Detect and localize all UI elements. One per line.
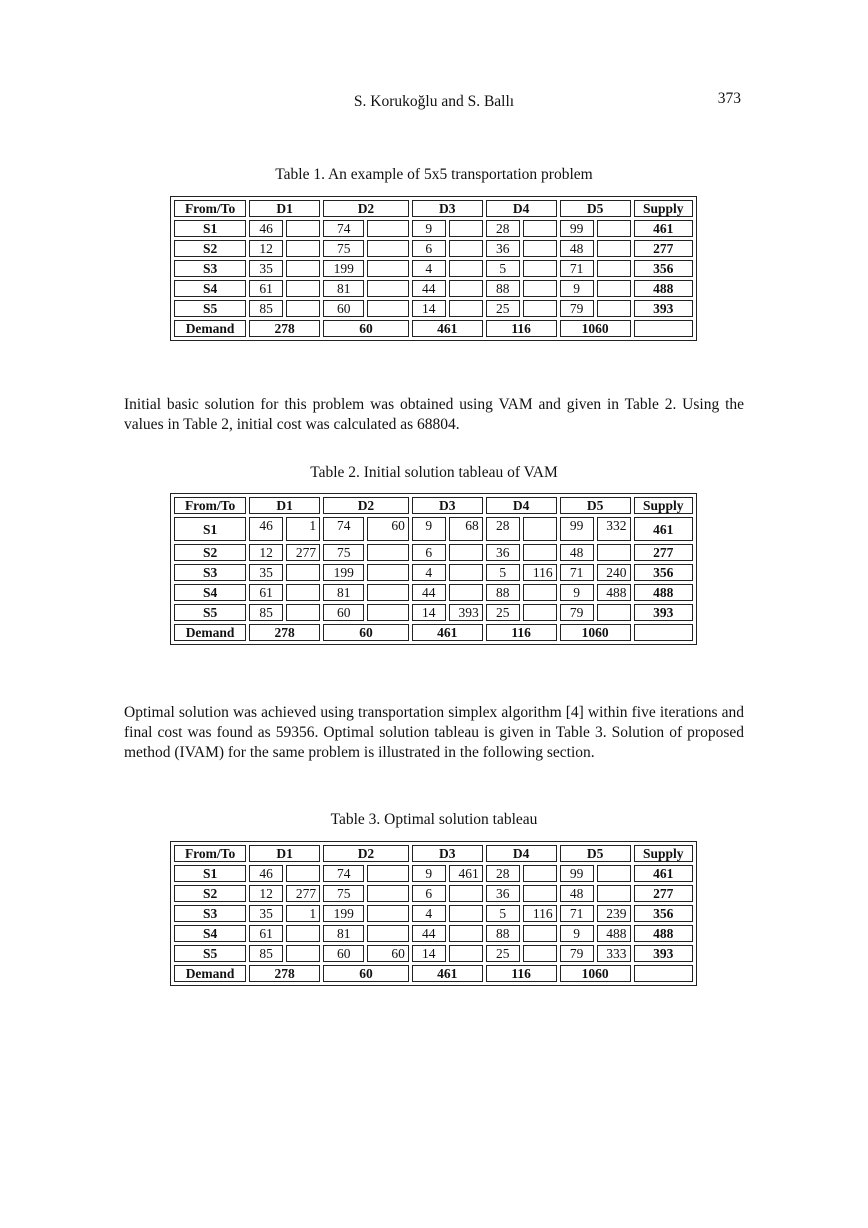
cost-cell: 74 xyxy=(323,865,364,882)
supply-cell: 277 xyxy=(634,544,693,561)
column-header: D1 xyxy=(249,200,320,217)
cost-cell: 199 xyxy=(323,564,364,581)
allocation-cell xyxy=(597,260,631,277)
table2-caption: Table 2. Initial solution tableau of VAM xyxy=(310,464,558,481)
table-row xyxy=(174,564,693,581)
allocation-cell xyxy=(449,220,483,237)
allocation-cell xyxy=(523,885,557,902)
allocation-cell: 239 xyxy=(597,905,631,922)
cost-cell: 199 xyxy=(323,260,364,277)
table2 xyxy=(170,493,697,645)
allocation-cell xyxy=(449,905,483,922)
column-header: D1 xyxy=(249,497,320,514)
demand-cell: 60 xyxy=(323,965,409,982)
cost-cell: 48 xyxy=(560,544,594,561)
row-label: S4 xyxy=(174,584,246,601)
cost-cell: 5 xyxy=(486,564,520,581)
cost-cell: 48 xyxy=(560,885,594,902)
cost-cell: 61 xyxy=(249,584,283,601)
cost-cell: 44 xyxy=(412,925,446,942)
allocation-cell: 393 xyxy=(449,604,483,621)
demand-cell: 1060 xyxy=(560,624,631,641)
column-header: D5 xyxy=(560,200,631,217)
cost-cell: 88 xyxy=(486,280,520,297)
header-row xyxy=(174,845,693,862)
table1 xyxy=(170,196,697,341)
table-row xyxy=(174,945,693,962)
allocation-cell xyxy=(367,280,408,297)
table3-grid xyxy=(171,842,696,985)
cost-cell: 36 xyxy=(486,885,520,902)
column-header: D3 xyxy=(412,200,483,217)
cost-cell: 25 xyxy=(486,604,520,621)
allocation-cell xyxy=(286,865,320,882)
cost-cell: 4 xyxy=(412,260,446,277)
allocation-cell: 277 xyxy=(286,885,320,902)
table-row xyxy=(174,280,693,297)
cost-cell: 75 xyxy=(323,544,364,561)
allocation-cell xyxy=(286,604,320,621)
cost-cell: 74 xyxy=(323,220,364,237)
allocation-cell xyxy=(449,945,483,962)
cost-cell: 88 xyxy=(486,925,520,942)
allocation-cell xyxy=(286,300,320,317)
table-row xyxy=(174,865,693,882)
allocation-cell xyxy=(523,544,557,561)
cost-cell: 85 xyxy=(249,945,283,962)
allocation-cell xyxy=(449,300,483,317)
column-header: D3 xyxy=(412,497,483,514)
row-label: S4 xyxy=(174,280,246,297)
demand-row xyxy=(174,320,693,337)
cost-cell: 85 xyxy=(249,300,283,317)
supply-cell: 461 xyxy=(634,865,693,882)
allocation-cell xyxy=(597,220,631,237)
cost-cell: 6 xyxy=(412,885,446,902)
allocation-cell xyxy=(367,604,408,621)
table-row xyxy=(174,885,693,902)
row-label: S2 xyxy=(174,240,246,257)
column-header: D2 xyxy=(323,200,409,217)
allocation-cell xyxy=(367,300,408,317)
supply-cell: 488 xyxy=(634,584,693,601)
cost-cell: 9 xyxy=(412,220,446,237)
row-label: S5 xyxy=(174,300,246,317)
demand-cell: 1060 xyxy=(560,320,631,337)
cost-cell: 61 xyxy=(249,925,283,942)
row-label: S3 xyxy=(174,905,246,922)
header-row xyxy=(174,200,693,217)
row-label: S3 xyxy=(174,564,246,581)
allocation-cell: 461 xyxy=(449,865,483,882)
row-label: S3 xyxy=(174,260,246,277)
allocation-cell xyxy=(449,584,483,601)
allocation-cell xyxy=(523,945,557,962)
cost-cell: 75 xyxy=(323,240,364,257)
demand-cell: 60 xyxy=(323,320,409,337)
allocation-cell xyxy=(286,280,320,297)
demand-cell: 461 xyxy=(412,320,483,337)
row-label: S5 xyxy=(174,945,246,962)
table2-grid xyxy=(171,494,696,644)
cost-cell: 48 xyxy=(560,240,594,257)
allocation-cell: 333 xyxy=(597,945,631,962)
table-row xyxy=(174,925,693,942)
allocation-cell xyxy=(286,945,320,962)
demand-cell: 278 xyxy=(249,965,320,982)
supply-cell: 488 xyxy=(634,925,693,942)
supply-cell: 488 xyxy=(634,280,693,297)
cost-cell: 71 xyxy=(560,564,594,581)
cost-cell: 81 xyxy=(323,925,364,942)
demand-row xyxy=(174,965,693,982)
demand-supply-cell xyxy=(634,965,693,982)
table1-caption: Table 1. An example of 5x5 transportation problem xyxy=(275,166,593,183)
supply-cell: 356 xyxy=(634,260,693,277)
table3 xyxy=(170,841,697,986)
allocation-cell: 1 xyxy=(286,905,320,922)
allocation-cell xyxy=(286,925,320,942)
cost-cell: 14 xyxy=(412,945,446,962)
cost-cell: 71 xyxy=(560,260,594,277)
cost-cell: 36 xyxy=(486,544,520,561)
allocation-cell: 116 xyxy=(523,564,557,581)
allocation-cell xyxy=(597,604,631,621)
allocation-cell xyxy=(367,905,408,922)
table-row xyxy=(174,240,693,257)
cost-cell: 12 xyxy=(249,544,283,561)
demand-cell: 116 xyxy=(486,965,557,982)
cost-cell: 60 xyxy=(323,300,364,317)
allocation-cell xyxy=(597,240,631,257)
cost-cell: 6 xyxy=(412,240,446,257)
allocation-cell xyxy=(449,260,483,277)
column-header: D4 xyxy=(486,497,557,514)
column-header: D2 xyxy=(323,845,409,862)
cost-cell: 9 xyxy=(412,865,446,882)
column-header: D3 xyxy=(412,845,483,862)
cost-cell: 12 xyxy=(249,885,283,902)
cost-cell: 25 xyxy=(486,945,520,962)
supply-cell: 277 xyxy=(634,240,693,257)
cost-cell: 46 xyxy=(249,865,283,882)
table-row xyxy=(174,517,693,541)
cost-cell: 35 xyxy=(249,905,283,922)
allocation-cell: 116 xyxy=(523,905,557,922)
allocation-cell xyxy=(523,240,557,257)
allocation-cell xyxy=(367,885,408,902)
allocation-cell: 60 xyxy=(367,945,408,962)
allocation-cell xyxy=(597,544,631,561)
row-label: S2 xyxy=(174,885,246,902)
allocation-cell: 488 xyxy=(597,925,631,942)
demand-cell: 461 xyxy=(412,624,483,641)
cost-cell: 28 xyxy=(486,220,520,237)
cost-cell: 5 xyxy=(486,905,520,922)
cost-cell: 199 xyxy=(323,905,364,922)
allocation-cell: 277 xyxy=(286,544,320,561)
column-header: D4 xyxy=(486,845,557,862)
allocation-cell xyxy=(523,300,557,317)
demand-cell: 60 xyxy=(323,624,409,641)
cost-cell: 99 xyxy=(560,220,594,237)
running-header-authors: S. Korukoğlu and S. Ballı xyxy=(353,93,515,110)
table-row xyxy=(174,544,693,561)
allocation-cell xyxy=(523,260,557,277)
allocation-cell xyxy=(286,220,320,237)
supply-cell: 356 xyxy=(634,564,693,581)
demand-supply-cell xyxy=(634,624,693,641)
cost-cell: 74 xyxy=(323,517,364,541)
paragraph-optimal-solution: Optimal solution was achieved using transportation simplex algorithm [4] within five iterations and final cost was found as 59356. Optimal solution tableau is given in Table 3. Solution of proposed method (IVAM) for the same problem is illustrated in the following section. xyxy=(124,704,744,761)
row-label: S1 xyxy=(174,220,246,237)
column-header: D1 xyxy=(249,845,320,862)
column-header: Supply xyxy=(634,497,693,514)
column-header: D5 xyxy=(560,497,631,514)
supply-cell: 393 xyxy=(634,945,693,962)
table-row xyxy=(174,905,693,922)
row-label: S1 xyxy=(174,517,246,541)
supply-cell: 277 xyxy=(634,885,693,902)
cost-cell: 25 xyxy=(486,300,520,317)
allocation-cell xyxy=(449,544,483,561)
page-number: 373 xyxy=(717,90,741,107)
cost-cell: 9 xyxy=(412,517,446,541)
demand-supply-cell xyxy=(634,320,693,337)
supply-cell: 461 xyxy=(634,517,693,541)
cost-cell: 4 xyxy=(412,905,446,922)
allocation-cell xyxy=(286,260,320,277)
allocation-cell: 332 xyxy=(597,517,631,541)
allocation-cell xyxy=(286,564,320,581)
cost-cell: 14 xyxy=(412,604,446,621)
supply-cell: 461 xyxy=(634,220,693,237)
allocation-cell xyxy=(523,280,557,297)
demand-cell: 116 xyxy=(486,320,557,337)
cost-cell: 99 xyxy=(560,865,594,882)
header-row xyxy=(174,497,693,514)
table3-caption: Table 3. Optimal solution tableau xyxy=(330,811,538,828)
allocation-cell xyxy=(597,865,631,882)
allocation-cell xyxy=(449,564,483,581)
cost-cell: 5 xyxy=(486,260,520,277)
cost-cell: 44 xyxy=(412,280,446,297)
cost-cell: 35 xyxy=(249,564,283,581)
allocation-cell xyxy=(597,885,631,902)
column-header: D2 xyxy=(323,497,409,514)
cost-cell: 44 xyxy=(412,584,446,601)
cost-cell: 60 xyxy=(323,945,364,962)
cost-cell: 46 xyxy=(249,220,283,237)
cost-cell: 36 xyxy=(486,240,520,257)
cost-cell: 14 xyxy=(412,300,446,317)
table-row xyxy=(174,584,693,601)
allocation-cell: 68 xyxy=(449,517,483,541)
allocation-cell xyxy=(523,865,557,882)
demand-label: Demand xyxy=(174,624,246,641)
allocation-cell xyxy=(449,240,483,257)
cost-cell: 99 xyxy=(560,517,594,541)
cost-cell: 46 xyxy=(249,517,283,541)
row-label: S5 xyxy=(174,604,246,621)
allocation-cell: 240 xyxy=(597,564,631,581)
cost-cell: 85 xyxy=(249,604,283,621)
paragraph-initial-solution: Initial basic solution for this problem was obtained using VAM and given in Table 2. Using the values in Table 2, initial cost was calculated as 68804. xyxy=(124,396,744,433)
table-row xyxy=(174,604,693,621)
allocation-cell xyxy=(286,584,320,601)
allocation-cell xyxy=(449,280,483,297)
allocation-cell xyxy=(523,220,557,237)
cost-cell: 88 xyxy=(486,584,520,601)
allocation-cell xyxy=(367,865,408,882)
cost-cell: 79 xyxy=(560,945,594,962)
column-header: Supply xyxy=(634,845,693,862)
cost-cell: 71 xyxy=(560,905,594,922)
allocation-cell xyxy=(367,220,408,237)
row-label: S2 xyxy=(174,544,246,561)
cost-cell: 28 xyxy=(486,865,520,882)
supply-cell: 356 xyxy=(634,905,693,922)
column-header: From/To xyxy=(174,200,246,217)
table-row xyxy=(174,300,693,317)
cost-cell: 9 xyxy=(560,584,594,601)
demand-label: Demand xyxy=(174,965,246,982)
allocation-cell xyxy=(523,584,557,601)
allocation-cell xyxy=(367,584,408,601)
demand-row xyxy=(174,624,693,641)
allocation-cell xyxy=(523,517,557,541)
demand-cell: 278 xyxy=(249,624,320,641)
allocation-cell xyxy=(449,885,483,902)
allocation-cell: 1 xyxy=(286,517,320,541)
allocation-cell xyxy=(449,925,483,942)
allocation-cell xyxy=(367,544,408,561)
table-row xyxy=(174,260,693,277)
cost-cell: 4 xyxy=(412,564,446,581)
supply-cell: 393 xyxy=(634,604,693,621)
row-label: S4 xyxy=(174,925,246,942)
cost-cell: 75 xyxy=(323,885,364,902)
allocation-cell xyxy=(597,300,631,317)
cost-cell: 9 xyxy=(560,925,594,942)
table1-grid xyxy=(171,197,696,340)
cost-cell: 81 xyxy=(323,280,364,297)
cost-cell: 6 xyxy=(412,544,446,561)
column-header: D4 xyxy=(486,200,557,217)
cost-cell: 12 xyxy=(249,240,283,257)
column-header: Supply xyxy=(634,200,693,217)
cost-cell: 61 xyxy=(249,280,283,297)
allocation-cell xyxy=(367,260,408,277)
table-row xyxy=(174,220,693,237)
demand-cell: 1060 xyxy=(560,965,631,982)
supply-cell: 393 xyxy=(634,300,693,317)
demand-cell: 278 xyxy=(249,320,320,337)
cost-cell: 79 xyxy=(560,604,594,621)
allocation-cell xyxy=(367,925,408,942)
demand-cell: 461 xyxy=(412,965,483,982)
cost-cell: 28 xyxy=(486,517,520,541)
allocation-cell xyxy=(367,564,408,581)
cost-cell: 79 xyxy=(560,300,594,317)
allocation-cell xyxy=(286,240,320,257)
allocation-cell: 488 xyxy=(597,584,631,601)
allocation-cell xyxy=(523,925,557,942)
demand-label: Demand xyxy=(174,320,246,337)
row-label: S1 xyxy=(174,865,246,882)
cost-cell: 60 xyxy=(323,604,364,621)
allocation-cell xyxy=(367,240,408,257)
allocation-cell xyxy=(523,604,557,621)
allocation-cell xyxy=(597,280,631,297)
cost-cell: 9 xyxy=(560,280,594,297)
allocation-cell: 60 xyxy=(367,517,408,541)
column-header: From/To xyxy=(174,845,246,862)
column-header: D5 xyxy=(560,845,631,862)
column-header: From/To xyxy=(174,497,246,514)
cost-cell: 81 xyxy=(323,584,364,601)
demand-cell: 116 xyxy=(486,624,557,641)
cost-cell: 35 xyxy=(249,260,283,277)
